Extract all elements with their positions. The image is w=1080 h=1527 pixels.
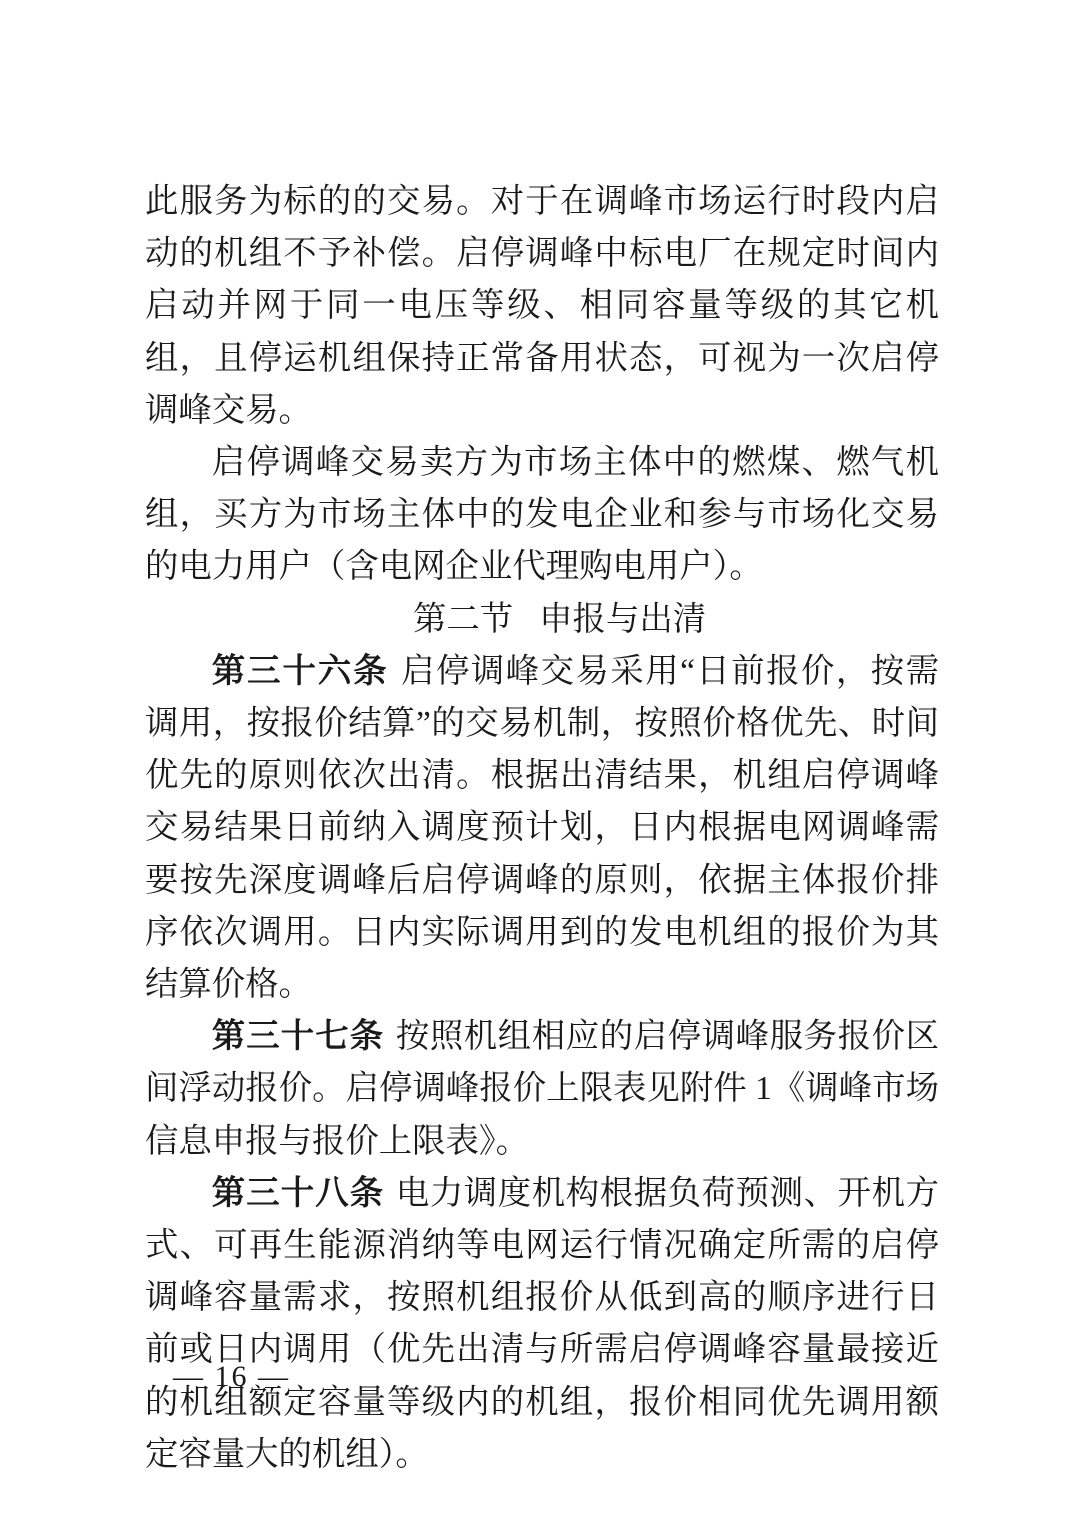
section-heading-title: 申报与出清 [539,600,707,638]
article-36-label: 第三十六条 [211,652,389,690]
article-38-label: 第三十八条 [211,1174,385,1212]
article-37-label: 第三十七条 [211,1018,385,1056]
paragraph-qiting-parties: 启停调峰交易卖方为市场主体中的燃煤、燃气机组，买方为市场主体中的发电企业和参与市场化交易的电力用户（含电网企业代理购电用户）。 [145,444,939,586]
article-38-text: 电力调度机构根据负荷预测、开机方式、可再生能源消纳等电网运行情况确定所需的启停调峰容量需求，按照机组报价从低到高的顺序进行日前或日内调用（优先出清与所需启停调峰容量最接近的机组额定容量等级内的机组，报价相同优先调用额定容量大的机组）。 [145,1174,940,1473]
article-36 [145,646,939,1011]
article-36-text: 启停调峰交易采用“日前报价，按需调用，按报价结算”的交易机制，按照价格优先、时间优先的原则依次出清。根据出清结果，机组启停调峰交易结果日前纳入调度预计划，日内根据电网调峰需要按先深度调峰后启停调峰的原则，依据主体报价排序依次调用。日内实际调用到的发电机组的报价为其结算价格。 [145,652,940,1004]
article-37 [145,1011,939,1168]
document-body [145,176,939,1481]
section-heading [145,594,939,646]
article-38 [145,1168,939,1481]
paragraph-continuation: 此服务为标的的交易。对于在调峰市场运行时段内启动的机组不予补偿。启停调峰中标电厂在规定时间内启动并网于同一电压等级、相同容量等级的其它机组，且停运机组保持正常备用状态，可视为一次启停调峰交易。 [145,183,939,429]
article-37-text: 按照机组相应的启停调峰服务报价区间浮动报价。启停调峰报价上限表见附件 1《调峰市场信息申报与报价上限表》。 [145,1018,940,1160]
page-number-footer: — 16 — [173,1360,290,1393]
section-heading-number: 第二节 [413,600,514,638]
